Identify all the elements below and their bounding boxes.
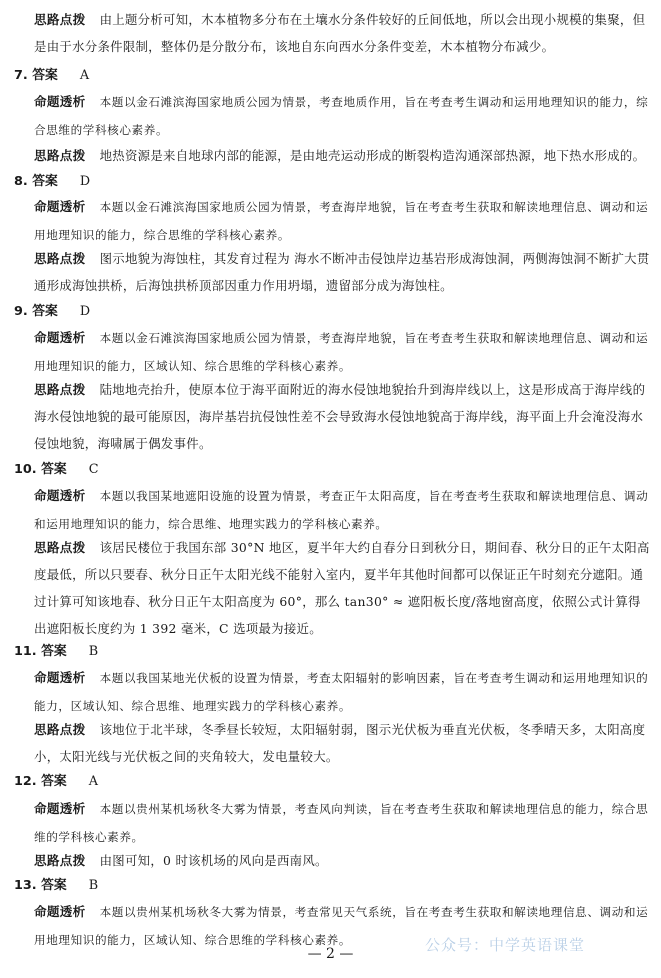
answer-letter: D: [79, 174, 91, 189]
paragraph-text: 由图可知，0 时该机场的风向是西南风。: [99, 853, 328, 868]
explanation-paragraph: [34, 376, 650, 457]
answer-letter: C: [88, 462, 99, 477]
answer-letter: A: [79, 68, 90, 83]
explanation-paragraph: [34, 324, 650, 380]
section-label: 命题透析: [34, 488, 86, 503]
watermark-text: 公众号：中学英语课堂: [425, 936, 586, 954]
explanation-paragraph: [34, 847, 650, 874]
section-label: 思路点拨: [34, 148, 86, 163]
answer-letter: B: [88, 644, 99, 659]
section-label: 命题透析: [34, 670, 86, 685]
explanation-paragraph: [34, 716, 650, 770]
question-number: 8. 答案: [14, 174, 58, 189]
paragraph-text: 地热资源是来自地球内部的能源，是由地壳运动形成的断裂构造沟通深部热源，地下热水形成的。: [99, 148, 646, 163]
explanation-paragraph: [34, 6, 650, 60]
explanation-paragraph: [34, 245, 650, 299]
answer-letter: B: [88, 878, 99, 893]
answer-heading: [14, 874, 98, 893]
section-label: 思路点拨: [34, 12, 86, 27]
paragraph-text: 本题以贵州某机场秋冬大雾为情景，考查常见天气系统，旨在考查考生获取和解读地理信息、调动和运用地理知识的能力，区域认知、综合思维的学科核心素养。: [34, 905, 649, 947]
explanation-paragraph: [34, 142, 650, 169]
section-label: 思路点拨: [34, 853, 86, 868]
section-label: 命题透析: [34, 801, 86, 816]
explanation-paragraph: [34, 664, 650, 720]
section-label: 思路点拨: [34, 251, 86, 266]
section-label: 思路点拨: [34, 722, 86, 737]
paragraph-text: 该居民楼位于我国东部 30°N 地区，夏半年大约自春分日到秋分日，期间春、秋分日的正午太阳高度最低，所以只要春、秋分日正午太阳光线不能射入室内，夏半年其他时间都可以保证正午时刻充分遮阳。通过计算可知该地春、秋分日正午太阳高度为 60°，那么 tan30° ≈ 遮阳板长度/落地窗高度，依照公式计算得出遮阳板长度约为 1 392 毫米，C 选项最为接近。: [34, 540, 650, 636]
paragraph-text: 陆地地壳抬升，使原本位于海平面附近的海水侵蚀地貌抬升到海岸线以上，这是形成高于海岸线的海水侵蚀地貌的最可能原因，海岸基岩抗侵蚀性差不会导致海水侵蚀地貌高于海岸线，海平面上升会淹没海水侵蚀地貌，海啸属于偶发事件。: [34, 382, 646, 451]
question-number: 10. 答案: [14, 462, 67, 477]
answer-heading: [14, 458, 99, 477]
paragraph-text: 本题以金石滩滨海国家地质公园为情景，考查海岸地貌，旨在考查考生获取和解读地理信息、调动和运用地理知识的能力，区域认知、综合思维的学科核心素养。: [34, 331, 649, 373]
paragraph-text: 该地位于北半球，冬季昼长较短，太阳辐射弱，图示光伏板为垂直光伏板，冬季晴天多，太阳高度小，太阳光线与光伏板之间的夹角较大，发电量较大。: [34, 722, 646, 764]
explanation-paragraph: [34, 482, 650, 538]
paragraph-text: 本题以我国某地光伏板的设置为情景，考查太阳辐射的影响因素，旨在考查考生调动和运用地理知识的能力，区域认知、综合思维、地理实践力的学科核心素养。: [34, 671, 649, 713]
section-label: 命题透析: [34, 199, 86, 214]
answer-letter: A: [88, 774, 98, 789]
paragraph-text: 本题以贵州某机场秋冬大雾为情景，考查风向判读，旨在考查考生获取和解读地理信息的能力，综合思维的学科核心素养。: [34, 802, 649, 844]
section-label: 命题透析: [34, 94, 86, 109]
answer-heading: [14, 300, 90, 319]
explanation-paragraph: [34, 88, 650, 144]
paragraph-text: 本题以金石滩滨海国家地质公园为情景，考查地质作用，旨在考查考生调动和运用地理知识的能力，综合思维的学科核心素养。: [34, 95, 649, 137]
question-number: 13. 答案: [14, 878, 67, 893]
section-label: 命题透析: [34, 330, 86, 345]
explanation-paragraph: [34, 795, 650, 851]
paragraph-text: 本题以金石滩滨海国家地质公园为情景，考查海岸地貌，旨在考查考生获取和解读地理信息、调动和运用地理知识的能力，综合思维的学科核心素养。: [34, 200, 649, 242]
paragraph-text: 由上题分析可知，木本植物多分布在土壤水分条件较好的丘间低地，所以会出现小规模的集聚，但是由于水分条件限制，整体仍是分散分布，该地自东向西水分条件变差，木本植物分布减少。: [34, 12, 646, 54]
question-number: 11. 答案: [14, 644, 67, 659]
explanation-paragraph: [34, 534, 650, 642]
answer-letter: D: [79, 304, 91, 319]
answer-heading: [14, 770, 98, 789]
explanation-paragraph: [34, 193, 650, 249]
page-number: — 2 —: [307, 946, 354, 962]
answer-heading: [14, 640, 98, 659]
answer-heading: [14, 64, 89, 83]
answer-heading: [14, 170, 90, 189]
section-label: 思路点拨: [34, 382, 86, 397]
section-label: 思路点拨: [34, 540, 86, 555]
section-label: 命题透析: [34, 904, 86, 919]
question-number: 12. 答案: [14, 774, 67, 789]
question-number: 9. 答案: [14, 304, 58, 319]
paragraph-text: 本题以我国某地遮阳设施的设置为情景，考查正午太阳高度，旨在考查考生获取和解读地理信息、调动和运用地理知识的能力，综合思维、地理实践力的学科核心素养。: [34, 489, 649, 531]
question-number: 7. 答案: [14, 68, 58, 83]
paragraph-text: 图示地貌为海蚀柱，其发育过程为 海水不断冲击侵蚀岸边基岩形成海蚀洞，两侧海蚀洞不断扩大贯通形成海蚀拱桥，后海蚀拱桥顶部因重力作用坍塌，遗留部分成为海蚀柱。: [34, 251, 650, 293]
